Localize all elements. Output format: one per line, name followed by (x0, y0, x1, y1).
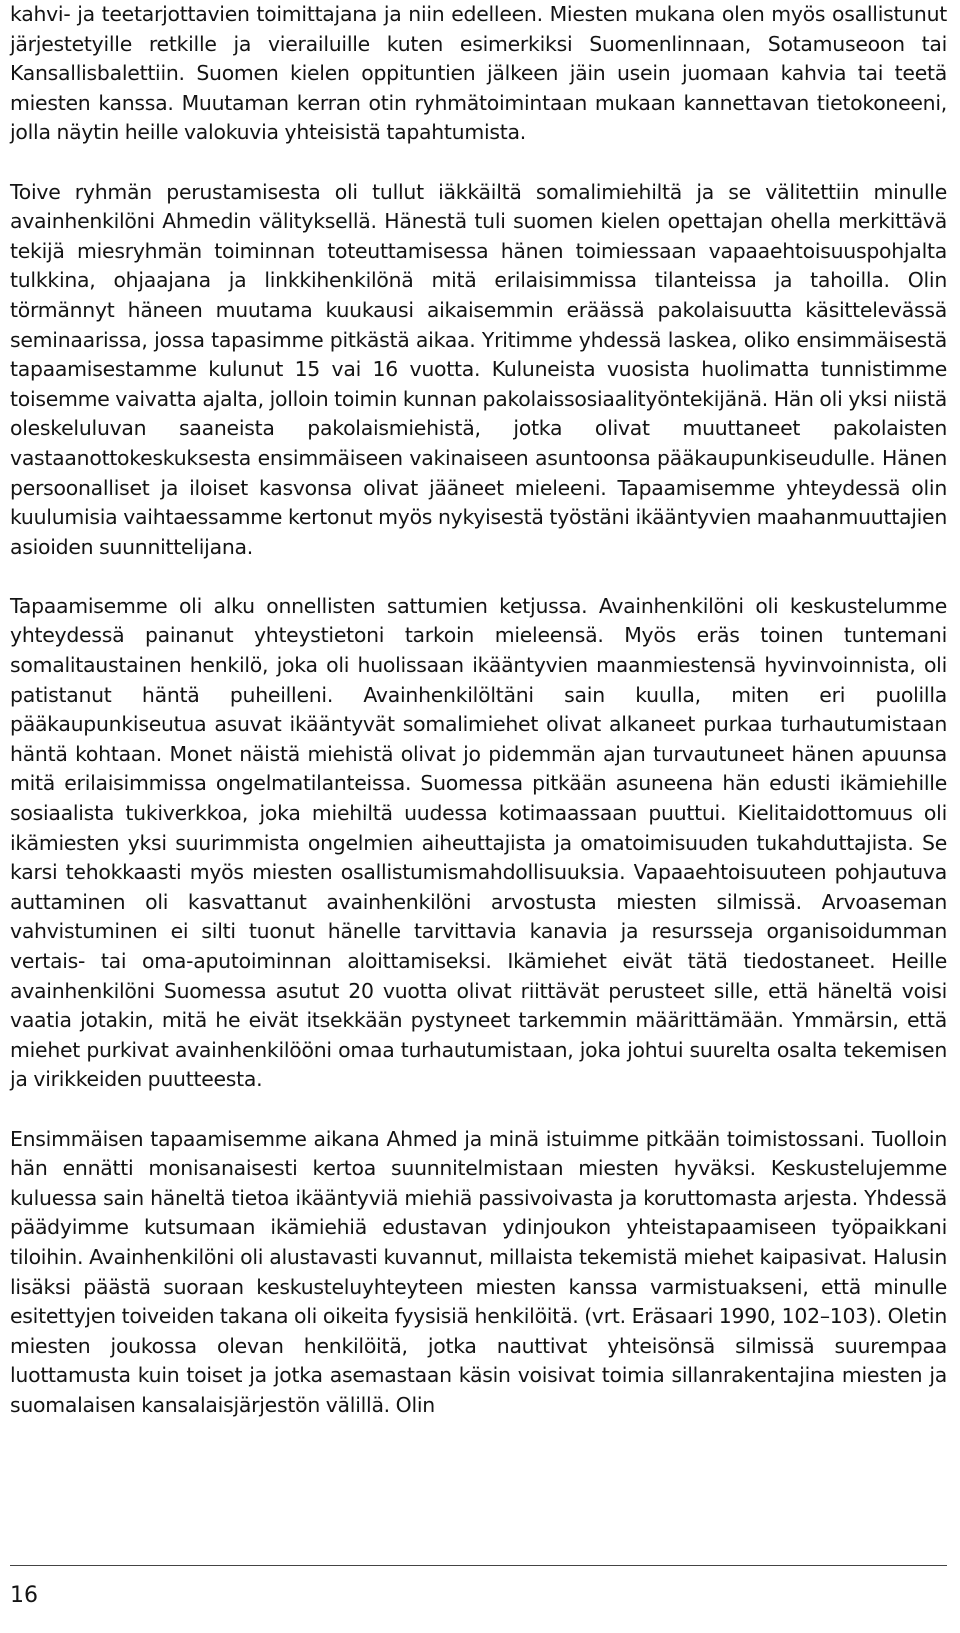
paragraph-2: Toive ryhmän perustamisesta oli tullut iäkkäiltä somalimiehiltä ja se välitettiin minulle avainhenkilöni Ahmedin välityksellä. Hänestä tuli suomen kielen opettajan ohella merkittävä tekijä miesryhmän toiminnan toteuttamisessa hänen toimiessaan vapaaehtoisuuspohjalta tulkkina, ohjaajana ja linkkihenkilönä mitä erilaisimmissa tilanteissa ja tahoilla. Olin törmännyt häneen muutama kuukausi aikaisemmin eräässä pakolaisuutta käsittelevässä seminaarissa, jossa tapasimme pitkästä aikaa. Yritimme yhdessä laskea, oliko ensimmäisestä tapaamisestamme kulunut 15 vai 16 vuotta. Kuluneista vuosista huolimatta tunnistimme toisemme vaivatta ajalta, jolloin toimin kunnan pakolaissosiaalityöntekijänä. Hän oli yksi niistä oleskeluluvan saaneista pakolaismiehistä, jotka olivat muuttaneet pakolaisten vastaanottokeskuksesta ensimmäiseen vakinaiseen asuntoonsa pääkaupunkiseudulle. Hänen persoonalliset ja iloiset kasvonsa olivat jääneet mieleeni. Tapaamisemme yhteydessä olin kuulumisia vaihtaessamme kertonut myös nykyisestä työstäni ikääntyvien maahanmuuttajien asioiden suunnittelijana. (10, 179, 947, 559)
footer-divider (10, 1565, 947, 1566)
paragraph-1: kahvi- ja teetarjottavien toimittajana ja niin edelleen. Miesten mukana olen myös osallistunut järjestetyille retkille ja vierailuille kuten esimerkiksi Suomenlinnaan, Sotamuseoon tai Kansallisbalettiin. Suomen kielen oppituntien jälkeen jäin usein juomaan kahvia tai teetä miesten kanssa. Muutaman kerran otin ryhmätoimintaan mukaan kannettavan tietokoneeni, jolla näytin heille valokuvia yhteisistä tapahtumista. (10, 2, 947, 145)
paragraph-3: Tapaamisemme oli alku onnellisten sattumien ketjussa. Avainhenkilöni oli keskustelumme yhteydessä painanut yhteystietoni tarkoin mieleensä. Myös eräs toinen tuntemani somalitaustainen henkilö, joka oli huolissaan ikääntyvien maanmiestensä hyvinvoinnista, oli patistanut häntä puheilleni. Avainhenkilöltäni sain kuulla, miten eri puolilla pääkaupunkiseutua asuvat ikääntyvät somalimiehet olivat alkaneet purkaa turhautumistaan häntä kohtaan. Monet näistä miehistä olivat jo pidemmän ajan turvautuneet hänen apuunsa mitä erilaisimmissa ongelmatilanteissa. Suomessa pitkään asuneena hän edusti ikämiehille sosiaalista tukiverkkoa, joka miehiltä uudessa kotimaassaan puuttui. Kielitaidottomuus oli ikämiesten yksi suurimmista ongelmien aiheuttajista ja omatoimisuuden tukahduttajista. Se karsi tehokkaasti myös miesten osallistumismahdollisuuksia. Vapaaehtoisuuteen pohjautuva auttaminen oli kasvattanut avainhenkilöni arvostusta miesten silmissä. Arvoaseman vahvistuminen ei silti tuonut hänelle tarvittavia kanavia ja resursseja organisoidumman vertais- tai oma-aputoiminnan aloittamiseksi. Ikämiehet eivät tätä tiedostaneet. Heille avainhenkilöni Suomessa asutut 20 vuotta olivat riittävät perusteet sille, että häneltä voisi vaatia jotakin, mitä he eivät itsekkään pystyneet tarkemmin määrittämään. Ymmärsin, että miehet purkivat avainhenkilööni omaa turhautumistaan, joka johtui suurelta osalta tekemisen ja virikkeiden puutteesta. (10, 593, 947, 1092)
document-body (10, 0, 947, 1421)
paragraph-4: Ensimmäisen tapaamisemme aikana Ahmed ja minä istuimme pitkään toimistossani. Tuolloin hän ennätti monisanaisesti kertoa suunnitelmistaan miesten hyväksi. Keskustelujemme kuluessa sain häneltä tietoa ikääntyviä miehiä passivoivasta ja koruttomasta arjesta. Yhdessä päädyimme kutsumaan ikämiehiä edustavan ydinjoukon yhteistapaamiseen työpaikkani tiloihin. Avainhenkilöni oli alustavasti kuvannut, millaista tekemistä miehet kaipasivat. Halusin lisäksi päästä suoraan keskusteluyhteyteen miesten kanssa varmistuakseni, että minulle esitettyjen toiveiden takana oli oikeita fyysisiä henkilöitä. (vrt. Eräsaari 1990, 102–103). Oletin miesten joukossa olevan henkilöitä, jotka nauttivat yhteisönsä silmissä suurempaa luottamusta kuin toiset ja jotka asemastaan käsin voisivat toimia sillanrakentajina miesten ja suomalaisen kansalaisjärjestön välillä. Olin (10, 1126, 947, 1417)
page-number: 16 (10, 1583, 38, 1608)
